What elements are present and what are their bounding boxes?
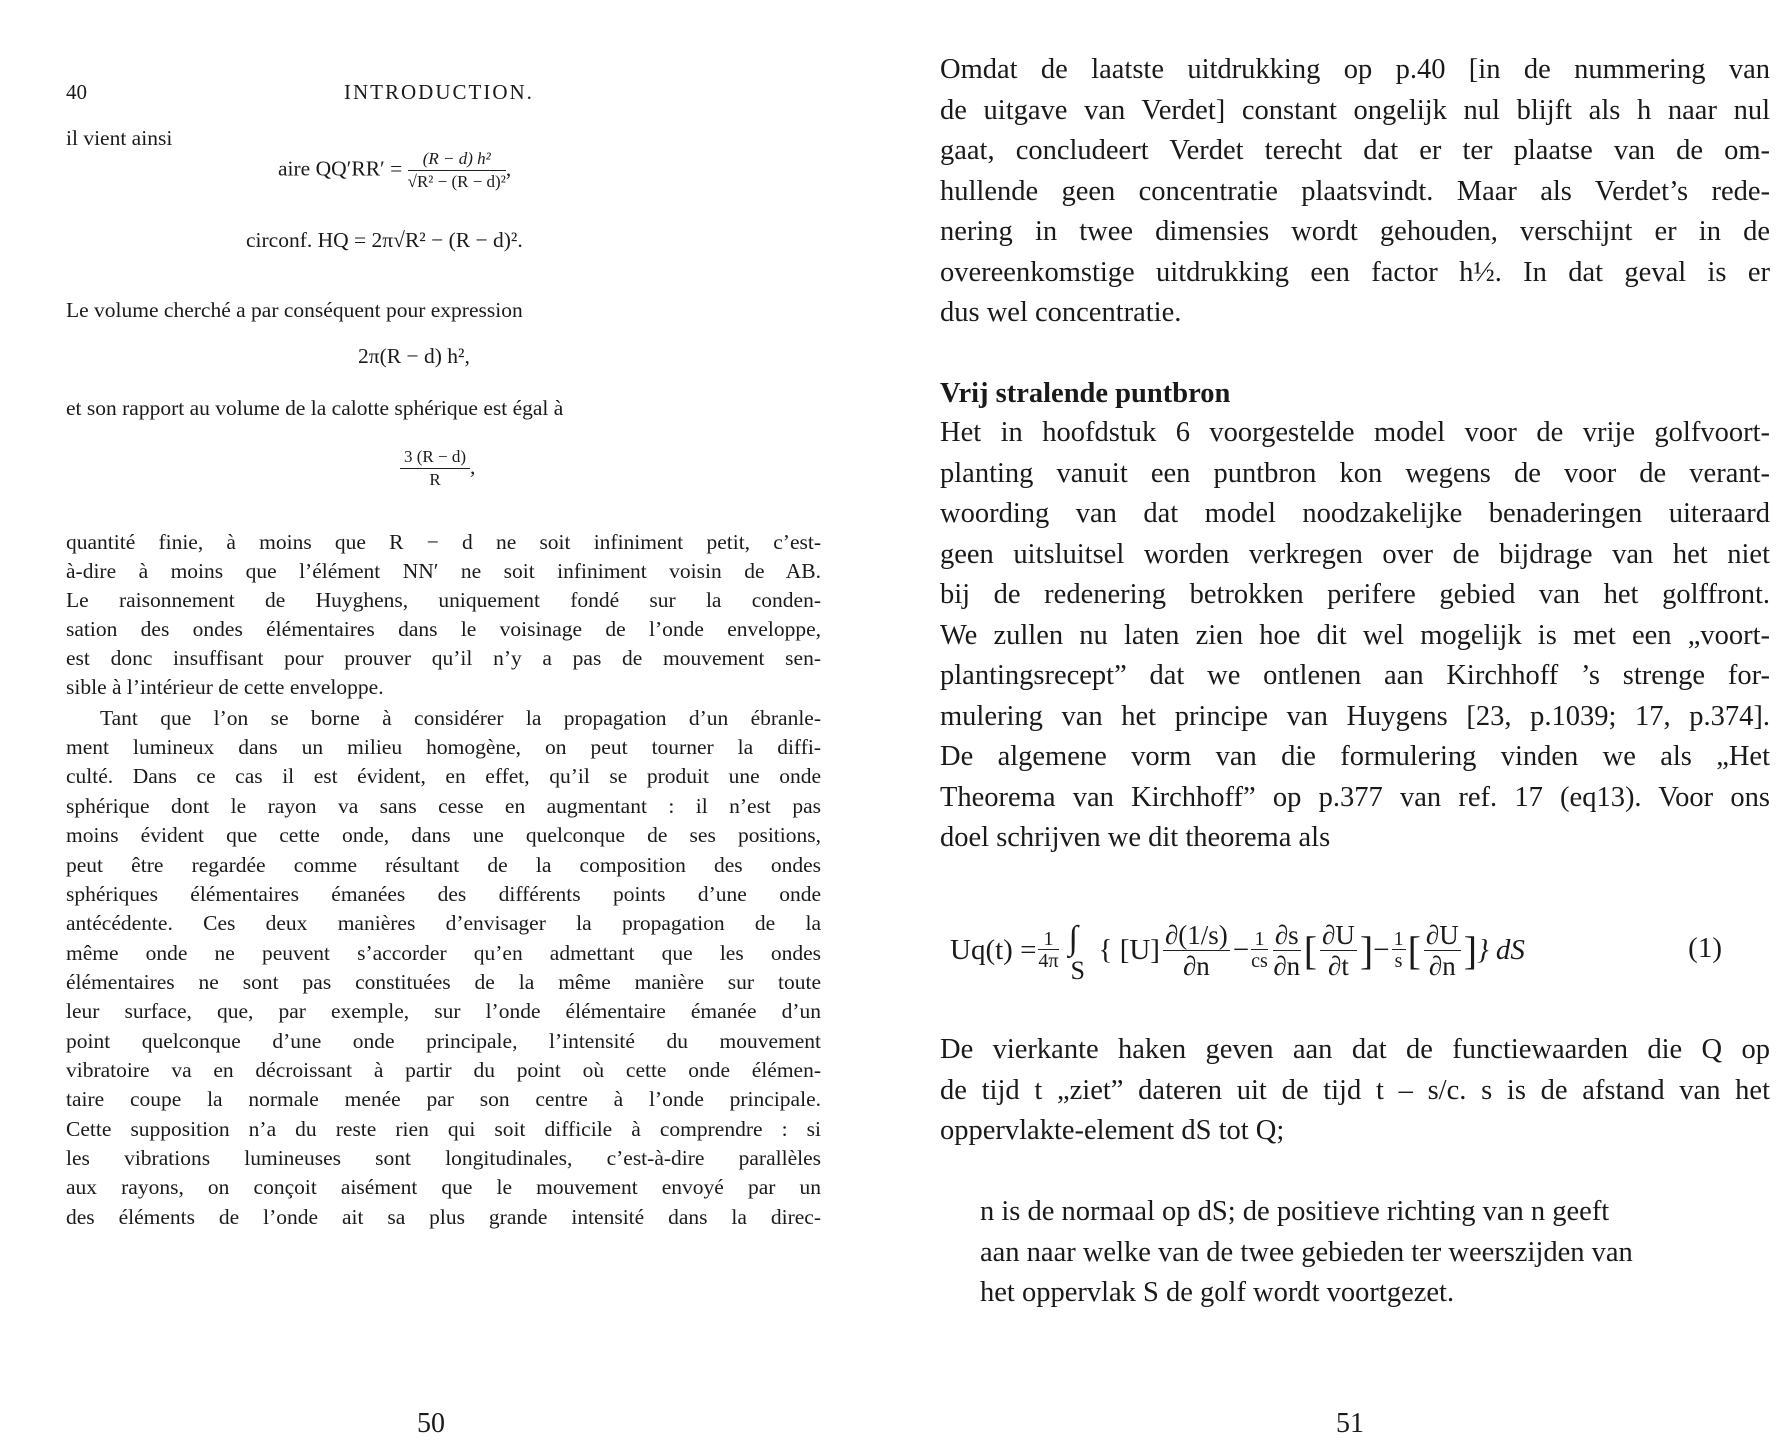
text-line: planting vanuit een puntbron kon wegens de voor de verant- bbox=[940, 457, 1770, 489]
minus-sign: − bbox=[1373, 933, 1390, 966]
text-line: les vibrations lumineuses sont longitudinales, c’est-à-dire parallèles bbox=[66, 1146, 821, 1170]
integral-sign bbox=[1065, 920, 1091, 985]
text-line: élémentaires ne sont pas constituées de la même manière sur toute bbox=[66, 970, 821, 994]
equation-body: Uq(t) = $\frac{1}{4\pi}$ ∫ S { [U] $\frac{\partial(1/s)}{\partial n}$ − $\frac{1}{cs}$ $\frac{\partial s}{\partial n}$ [ $\frac{\partial U}{\partial t}$ ] − $\frac{1}{s}$ [ $\frac{\partial U}{\partial n}$ ] } dS bbox=[950, 919, 1525, 985]
derivative-fraction bbox=[1163, 920, 1230, 981]
text-line: et son rapport au volume de la calotte sphérique est égal à bbox=[66, 396, 564, 420]
fraction-numerator: 3 (R − d) bbox=[400, 446, 470, 469]
fraction-denominator: 4π bbox=[1038, 949, 1059, 972]
brace-open: { [U] bbox=[1098, 933, 1160, 966]
text-line: vibratoire va en décroissant à partir du point où cette onde élémen- bbox=[66, 1058, 821, 1082]
text-line: gaat, concludeert Verdet terecht dat er ter plaatse van de om- bbox=[940, 135, 1770, 166]
text-line: même onde ne peuvent s’accorder qu’en admettant que les ondes bbox=[66, 941, 821, 965]
derivative-fraction bbox=[1424, 920, 1461, 981]
text-line: sation des ondes élémentaires dans le voisinage de l’onde enveloppe, bbox=[66, 617, 821, 641]
paragraph-haken bbox=[940, 1030, 1770, 1152]
coefficient-fraction bbox=[1392, 929, 1406, 972]
running-head: INTRODUCTION. bbox=[344, 80, 534, 104]
fraction-numerator: (R − d) h² bbox=[408, 148, 506, 171]
text-line: Cette supposition n’a du reste rien qui soit difficile à comprendre : si bbox=[66, 1117, 821, 1141]
text-line: ment lumineux dans un milieu homogène, on peut tourner la diffi- bbox=[66, 735, 821, 759]
text-line: woording van dat model noodzakelijke benaderingen uiteraard bbox=[940, 498, 1770, 529]
text-line: Omdat de laatste uitdrukking op p.40 [in de nummering van bbox=[940, 54, 1770, 85]
text-line: point quelconque d’une onde principale, l’intensité du mouvement bbox=[66, 1029, 821, 1053]
text-line: Tant que l’on se borne à considérer la propagation d’un ébranle- bbox=[100, 706, 821, 730]
text-line: moins évident que cette onde, dans une quelconque de ses positions, bbox=[66, 823, 821, 847]
fraction-numerator: ∂U bbox=[1425, 919, 1459, 950]
minus-sign: − bbox=[1232, 933, 1250, 966]
text-line: mulering van het principe van Huygens [23, p.1039; 17, p.374]. bbox=[940, 700, 1770, 732]
fraction-denominator: R bbox=[429, 470, 441, 489]
text-line: De algemene vorm van die formulering vinden we als „Het bbox=[940, 741, 1770, 772]
text-line: dus wel concentratie. bbox=[940, 297, 1182, 328]
left-page-folio: 40 bbox=[66, 80, 87, 104]
page-number-left: 50 bbox=[417, 1408, 445, 1439]
fraction-denominator: √R² − (R − d)² bbox=[407, 172, 506, 191]
equation-volume: 2π(R − d) h², bbox=[358, 344, 470, 368]
text-line: à-dire à moins que l’élément NN′ ne soit infiniment voisin de AB. bbox=[66, 559, 821, 583]
text-line: des éléments de l’onde ait sa plus grande intensité dans la direc- bbox=[66, 1205, 821, 1229]
text-line: Le raisonnement de Huyghens, uniquement fondé sur la conden- bbox=[66, 588, 821, 612]
fraction-numerator: 1 bbox=[1251, 929, 1268, 950]
text-line: geen uitsluitsel worden verkregen over de bijdrage van het niet bbox=[940, 538, 1770, 570]
text-line: doel schrijven we dit theorema als bbox=[940, 822, 1331, 853]
text-line: sphérique dont le rayon va sans cesse en augmentant : il n’est pas bbox=[66, 794, 821, 818]
equation-label: aire QQ′RR′ = bbox=[278, 156, 403, 181]
derivative-fraction bbox=[1320, 920, 1357, 981]
fraction-denominator: cs bbox=[1251, 949, 1268, 972]
text-line: sible à l’intérieur de cette enveloppe. bbox=[66, 675, 384, 699]
paragraph-puntbron bbox=[940, 413, 1770, 859]
text-line: taire coupe la normale menée par son centre à l’onde principale. bbox=[66, 1087, 821, 1111]
fraction-numerator: 1 bbox=[1038, 929, 1058, 950]
equation-lhs: Uq(t) = bbox=[950, 933, 1037, 966]
kirchhoff-equation bbox=[950, 910, 1750, 990]
coefficient-fraction bbox=[1038, 929, 1058, 972]
equation-aire: aire QQ′RR′ = $\frac{\text{(R − d) h²}}{\text{√R² − (R − d)²}}$ , bbox=[278, 149, 512, 191]
text-line: nering in twee dimensies wordt gehouden, verschijnt er in de bbox=[940, 216, 1770, 247]
text-line: het oppervlak S de golf wordt voortgezet. bbox=[980, 1277, 1455, 1308]
fraction-denominator: ∂n bbox=[1182, 950, 1210, 981]
text-line: il vient ainsi bbox=[66, 126, 173, 150]
text-line: culté. Dans ce cas il est évident, en effet, qu’il se produit une onde bbox=[66, 764, 821, 788]
text-line: oppervlakte-element dS tot Q; bbox=[940, 1115, 1285, 1146]
text-line: overeenkomstige uitdrukking een factor h½. In dat geval is er bbox=[940, 256, 1770, 288]
coefficient-fraction bbox=[1251, 929, 1268, 972]
fraction-denominator: ∂n bbox=[1428, 950, 1456, 981]
text-line: est donc insuffisant pour prouver qu’il n’y a pas de mouvement sen- bbox=[66, 646, 821, 670]
fraction-numerator: 1 bbox=[1393, 927, 1404, 950]
section-heading: Vrij stralende puntbron bbox=[940, 378, 1231, 409]
equation-number: (1) bbox=[1688, 932, 1722, 964]
text-line: Le volume cherché a par conséquent pour expression bbox=[66, 298, 523, 322]
integral-symbol: ∫ bbox=[1068, 920, 1078, 957]
text-line: leur surface, que, par exemple, sur l’onde élémentaire émanée d’un bbox=[66, 999, 821, 1023]
fraction-denominator: ∂n bbox=[1273, 950, 1301, 981]
paragraph-verdet bbox=[940, 50, 1770, 334]
text-line: peut être regardée comme résultant de la composition des ondes bbox=[66, 853, 821, 877]
fraction-numerator: ∂s bbox=[1274, 919, 1299, 950]
text-line: Het in hoofdstuk 6 voorgestelde model voor de vrije golfvoort- bbox=[940, 417, 1770, 448]
text-line: We zullen nu laten zien hoe dit wel mogelijk is met een „voort- bbox=[940, 619, 1770, 651]
left-page-header bbox=[66, 80, 826, 110]
text-line: de uitgave van Verdet] constant ongelijk nul blijft als h naar nul bbox=[940, 94, 1770, 126]
fraction bbox=[400, 446, 470, 491]
text-line: n is de normaal op dS; de positieve richting van n geeft bbox=[980, 1196, 1610, 1227]
text-line: aan naar welke van de twee gebieden ter weerszijden van bbox=[980, 1236, 1633, 1268]
paragraph-normaal bbox=[980, 1192, 1740, 1314]
fraction-numerator: ∂(1/s) bbox=[1164, 919, 1228, 950]
page-number-right: 51 bbox=[1336, 1408, 1364, 1439]
text-line: sphériques élémentaires émanées des différents points d’une onde bbox=[66, 882, 821, 906]
fraction-denominator: s bbox=[1394, 949, 1403, 972]
brace-close: } dS bbox=[1477, 933, 1525, 966]
text-line: Theorema van Kirchhoff” op p.377 van ref. 17 (eq13). Voor ons bbox=[940, 781, 1770, 813]
fraction-denominator: ∂t bbox=[1328, 950, 1349, 981]
integral-subscript: S bbox=[1070, 956, 1085, 985]
fraction-numerator: ∂U bbox=[1322, 919, 1355, 950]
text-line: De vierkante haken geven aan dat de functiewaarden die Q op bbox=[940, 1034, 1770, 1065]
text-line: antécédente. Ces deux manières d’envisager la propagation de la bbox=[66, 911, 821, 935]
equation-ratio: $\frac{3 (R - d)}{R}$ , bbox=[400, 446, 475, 491]
text-line: quantité finie, à moins que R − d ne soit infiniment petit, c’est- bbox=[66, 530, 821, 554]
text-line: bij de redenering betrokken perifere gebied van het golffront. bbox=[940, 579, 1770, 610]
fraction bbox=[408, 148, 506, 193]
text-line: de tijd t „ziet” dateren uit de tijd t – s/c. s is de afstand van het bbox=[940, 1074, 1770, 1106]
text-line: plantingsrecept” dat we ontlenen aan Kirchhoff ’s strenge for- bbox=[940, 660, 1770, 691]
equation-circonf: circonf. HQ = 2π√R² − (R − d)². bbox=[246, 228, 523, 252]
text-line: hullende geen concentratie plaatsvindt. Maar als Verdet’s rede- bbox=[940, 175, 1770, 207]
derivative-fraction bbox=[1273, 920, 1301, 981]
text-line: aux rayons, on conçoit aisément que le mouvement envoyé par un bbox=[66, 1175, 821, 1199]
